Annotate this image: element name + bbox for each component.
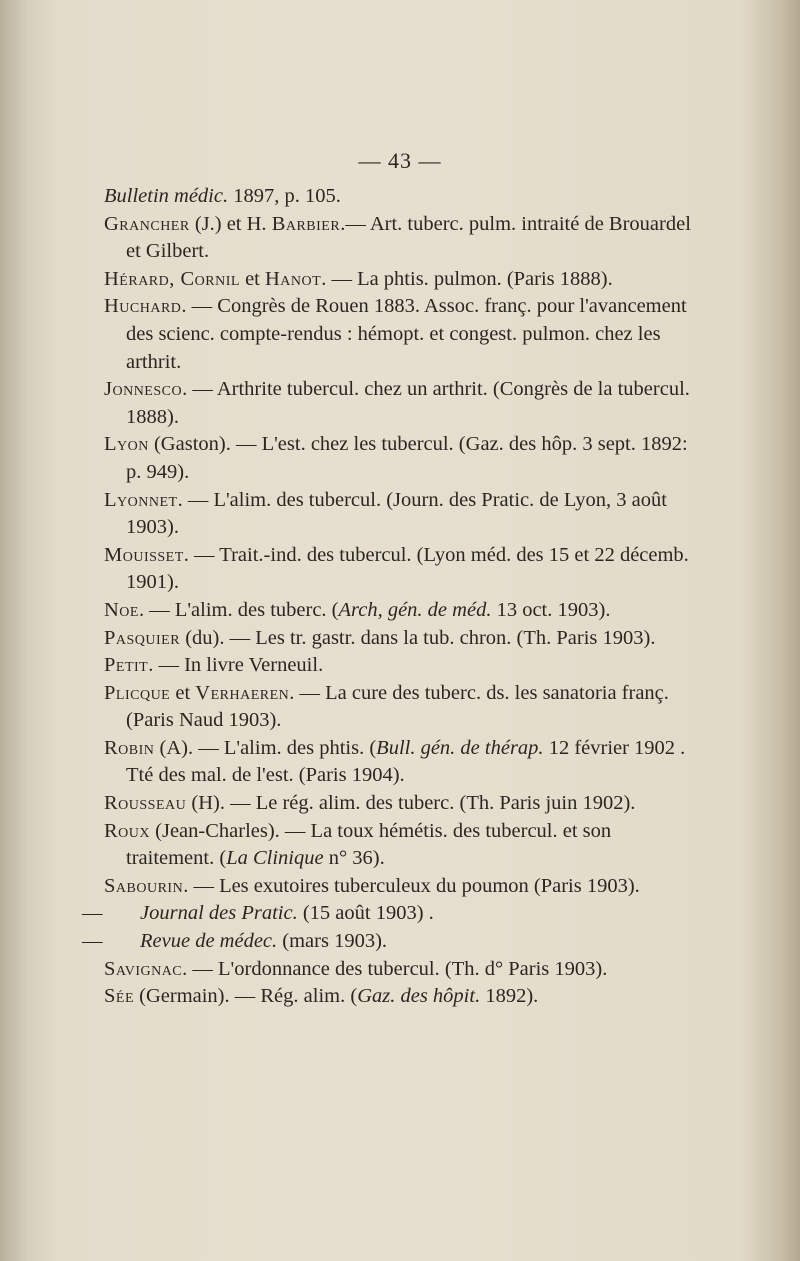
entry-text: Verhaeren	[195, 681, 290, 704]
entry-journal-title: La Clinique	[226, 847, 324, 870]
bibliography-entry	[104, 983, 694, 1011]
bibliography-entry	[104, 735, 694, 790]
entry-text: (A). — L'alim. des phtis. (	[154, 736, 377, 759]
entry-text: . — Arthrite tubercul. chez un arthrit. (Congrès de la tubercul. 1888).	[126, 378, 690, 428]
entry-text: (mars 1903).	[277, 930, 388, 953]
entry-text: Barbier	[271, 212, 341, 235]
entry-text: . — L'alim. des tubercul. (Journ. des Pratic. de Lyon, 3 août 1903).	[126, 488, 667, 539]
bibliography-entry	[82, 928, 694, 956]
entry-journal-title: Revue de médec.	[140, 930, 278, 953]
bibliography-entry	[104, 266, 694, 294]
entry-text: n° 36).	[323, 847, 385, 870]
entry-journal-title: Arch, gén. de méd.	[338, 598, 492, 621]
entry-text: 12 février 1902 . Tté des mal. de l'est. (Paris 1904).	[126, 736, 686, 787]
entry-text: . — Les exutoires tuberculeux du poumon (Paris 1903).	[183, 874, 640, 897]
entry-text: . — L'alim. des tuberc. (	[138, 598, 339, 621]
bibliography-entry	[104, 873, 694, 901]
entry-author: Noe	[104, 598, 139, 621]
entry-text: . — Trait.-ind. des tubercul. (Lyon méd. des 15 et 22 décemb. 1901).	[126, 543, 689, 594]
bibliography-entry	[104, 211, 694, 266]
entry-journal-title: Gaz. des hôpit.	[357, 985, 481, 1008]
bibliography-entry	[104, 956, 694, 984]
bibliography-entry	[104, 625, 694, 653]
bibliography-list	[82, 183, 694, 1011]
bibliography-entry	[104, 680, 694, 735]
bibliography-entry	[104, 652, 694, 680]
entry-author: Grancher	[104, 212, 190, 235]
entry-author: Robin	[104, 736, 155, 759]
entry-text: . — Congrès de Rouen 1883. Assoc. franç. pour l'avancement des scienc. compte-rendus : hémopt. et congest. pulmon. chez les arthrit.	[126, 295, 687, 373]
bibliography-entry	[104, 293, 694, 376]
entry-text: (Germain). — Rég. alim. (	[134, 985, 358, 1008]
entry-author: Hérard, Cornil	[104, 267, 240, 290]
entry-author: Lyon	[104, 433, 149, 456]
entry-journal-title: Bull. gén. de thérap.	[376, 736, 544, 759]
entry-author: Jonnesco	[104, 378, 183, 401]
entry-text: Hanot	[265, 267, 322, 290]
entry-author: Lyonnet	[104, 488, 178, 511]
entry-author: Mouisset	[104, 543, 184, 566]
bibliography-entry	[104, 597, 694, 625]
entry-author: Sabourin	[104, 874, 184, 897]
entry-text: et	[170, 681, 196, 704]
entry-author: Plicque	[104, 681, 171, 704]
entry-author: Petit	[104, 654, 149, 677]
entry-author: Pasquier	[104, 626, 181, 649]
bibliography-entry	[104, 183, 694, 211]
bibliography-entry	[82, 900, 694, 928]
entry-text: (Jean-Charles). — La toux hémétis. des tubercul. et son traitement. (	[126, 819, 612, 870]
entry-text: (15 août 1903) .	[297, 902, 434, 925]
entry-text: . — L'ordonnance des tubercul. (Th. d° Paris 1903).	[182, 957, 608, 980]
entry-text: . — La phtis. pulmon. (Paris 1888).	[321, 267, 613, 290]
ditto-dash: —	[82, 930, 103, 953]
entry-text: (J.) et H.	[189, 212, 272, 235]
entry-author: Sée	[104, 985, 135, 1008]
bibliography-entry	[104, 790, 694, 818]
entry-text: . — In livre Verneuil.	[148, 654, 324, 677]
bibliography-entry	[104, 431, 694, 486]
bibliography-entry	[104, 818, 694, 873]
entry-author: Huchard	[104, 295, 182, 318]
entry-author: Savignac	[104, 957, 183, 980]
entry-text: 1897, p. 105.	[228, 185, 341, 207]
bibliography-entry	[104, 487, 694, 542]
bibliography-entry	[104, 542, 694, 597]
page-number: — 43 —	[358, 148, 442, 173]
entry-text: (du). — Les tr. gastr. dans la tub. chron. (Th. Paris 1903).	[180, 626, 656, 649]
entry-text: (Gaston). — L'est. chez les tubercul. (Gaz. des hôp. 3 sept. 1892: p. 949).	[126, 433, 688, 483]
entry-journal-title: Journal des Pratic.	[140, 902, 298, 925]
entry-text: 1892).	[480, 985, 539, 1008]
entry-author: Rousseau	[104, 792, 187, 815]
ditto-dash: —	[82, 902, 103, 925]
bibliography-entry	[104, 376, 694, 431]
entry-text: .— Art. tuberc. pulm. intraité de Brouardel et Gilbert.	[126, 212, 691, 263]
entry-text: (H). — Le rég. alim. des tuberc. (Th. Paris juin 1902).	[186, 792, 636, 815]
entry-text: . — La cure des tuberc. ds. les sanatoria franç. (Paris Naud 1903).	[126, 681, 669, 732]
entry-text: et	[239, 267, 265, 290]
entry-author: Roux	[104, 819, 151, 842]
entry-text: 13 oct. 1903).	[491, 598, 611, 621]
entry-journal-title: Bulletin médic.	[104, 185, 229, 207]
